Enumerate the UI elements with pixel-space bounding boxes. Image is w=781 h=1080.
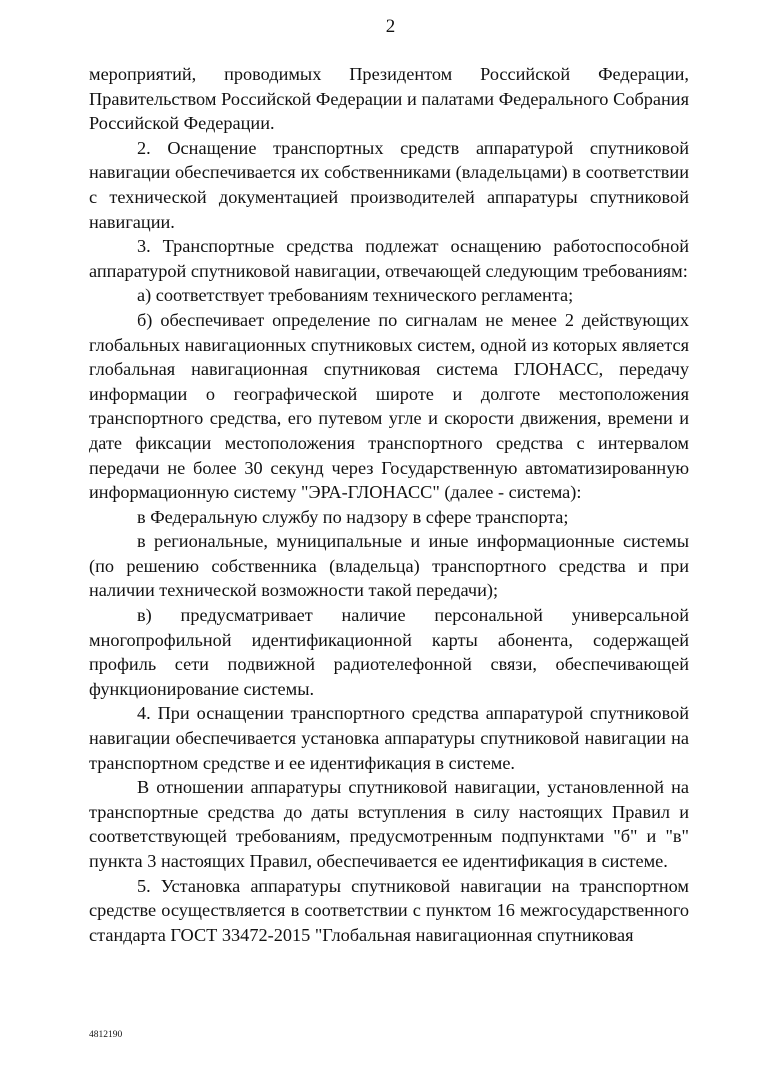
document-code: 4812190 (89, 1030, 123, 1040)
paragraph-item-3: 3. Транспортные средства подлежат оснащению работоспособной аппаратурой спутниковой навигации, отвечающей следующим требованиям: (89, 236, 689, 281)
page-number: 2 (385, 16, 396, 37)
paragraph-item-4-note: В отношении аппаратуры спутниковой навигации, установленной на транспортные средства до даты вступления в силу настоящих Правил и соответствующей требованиям, предусмотренным подпунктами "б" и "в" пункта 3 настоящих Правил, обеспечивается ее идентификация в системе. (89, 777, 689, 871)
document-body (89, 62, 689, 947)
paragraph-continuation: мероприятий, проводимых Президентом Российской Федерации, Правительством Российской Федерации и палатами Федерального Собрания Российской Федерации. (89, 64, 689, 134)
paragraph-item-3v: в) предусматривает наличие персональной универсальной многопрофильной идентификационной карты абонента, содержащей профиль сети подвижной радиотелефонной связи, обеспечивающей функционирование системы. (89, 605, 689, 699)
paragraph-item-3b-recipient-1: в Федеральную службу по надзору в сфере транспорта; (137, 506, 569, 527)
paragraph-item-5: 5. Установка аппаратуры спутниковой навигации на транспортном средстве осуществляется в соответствии с пунктом 16 межгосударственного стандарта ГОСТ 33472-2015 "Глобальная навигационная спутниковая (89, 875, 689, 945)
paragraph-item-4: 4. При оснащении транспортного средства аппаратурой спутниковой навигации обеспечивается установка аппаратуры спутниковой навигации на транспортном средстве и ее идентификация в системе. (89, 703, 689, 773)
paragraph-item-3b: б) обеспечивает определение по сигналам не менее 2 действующих глобальных навигационных спутниковых систем, одной из которых является глобальная навигационная спутниковая система ГЛОНАСС, передачу информации о географической широте и долготе местоположения транспортного средства, его путевом угле и скорости движения, времени и дате фиксации местоположения транспортного средства с интервалом передачи не более 30 секунд через Государственную автоматизированную информационную систему "ЭРА-ГЛОНАСС" (далее - система): (89, 309, 689, 503)
paragraph-item-3a: а) соответствует требованиям технического регламента; (137, 285, 574, 306)
paragraph-item-3b-recipient-2: в региональные, муниципальные и иные информационные системы (по решению собственника (владельца) транспортного средства и при наличии технической возможности такой передачи); (89, 531, 689, 601)
paragraph-item-2: 2. Оснащение транспортных средств аппаратурой спутниковой навигации обеспечивается их собственниками (владельцами) в соответствии с технической документацией производителей аппаратуры спутниковой навигации. (89, 137, 689, 232)
